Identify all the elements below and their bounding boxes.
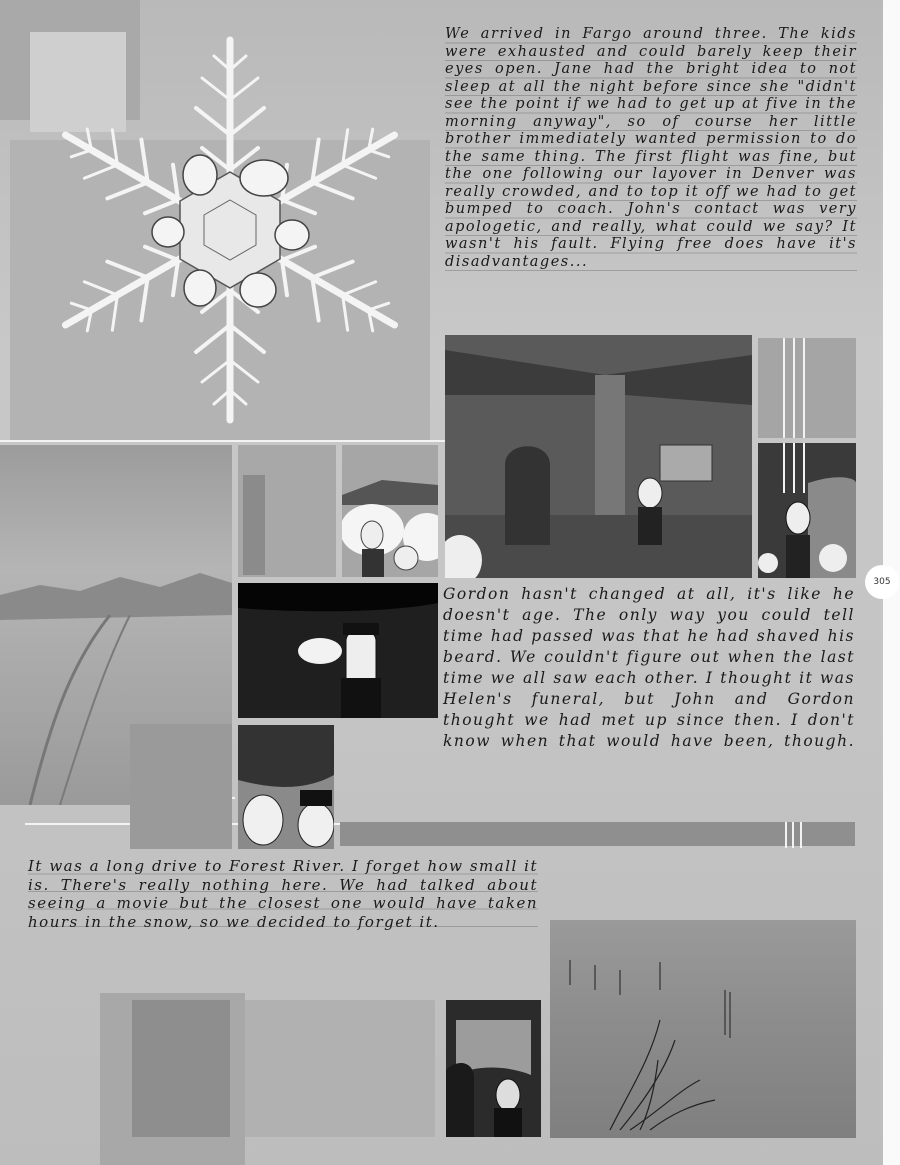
- highlight-line: [800, 822, 802, 848]
- collage-block: [245, 1000, 435, 1137]
- landscape-panel-field: [550, 920, 856, 1138]
- brush-panel: [238, 445, 336, 577]
- comic-panel-car-interior: [446, 1000, 541, 1137]
- page-number: 305: [865, 565, 899, 599]
- comic-panel-faces: [238, 725, 334, 849]
- highlight-line: [0, 440, 445, 442]
- collage-block: [130, 724, 232, 849]
- comic-panel-airport: [445, 335, 752, 578]
- narration-paragraph-1: We arrived in Fargo around three. The kids were exhausted and could barely keep their eyes open. Jane had the bright idea to not sleep at all the night before since she "didn't see the point if we had to get up at five in the morning anyway", so of course her little brother immediately wanted permission to do the same thing. The first flight was fine, but the one following our layover in Denver was really crowded, and to top it off we had to get bumped to coach. John's contact was very apologetic, and really, what could we say? It wasn't his fault. Flying free does have it's disadvantages...: [445, 26, 857, 270]
- snowflake-illustration: [40, 25, 420, 435]
- collage-block: [132, 1000, 230, 1137]
- brush-stroke: [340, 822, 855, 846]
- comic-panel-kids: [342, 445, 438, 577]
- comic-panel-girl: [758, 443, 856, 578]
- narration-paragraph-2: Gordon hasn't changed at all, it's like he doesn't age. The only way you could tell time had passed was that he had shaved his beard. We couldn't figure out when the last time we all saw each other. I thought it was Helen's funeral, but John and Gordon thought we had met up since then. I don't know when that would have been, though.: [443, 585, 855, 750]
- narration-paragraph-3: It was a long drive to Forest River. I forget how small it is. There's really nothing here. We had talked about seeing a movie but the closest one would have taken hours in the snow, so we decided to forget it.: [28, 857, 538, 931]
- brush-panel: [758, 338, 856, 438]
- comic-panel-gordon: [238, 583, 438, 718]
- highlight-line: [785, 822, 787, 848]
- highlight-line: [792, 822, 794, 848]
